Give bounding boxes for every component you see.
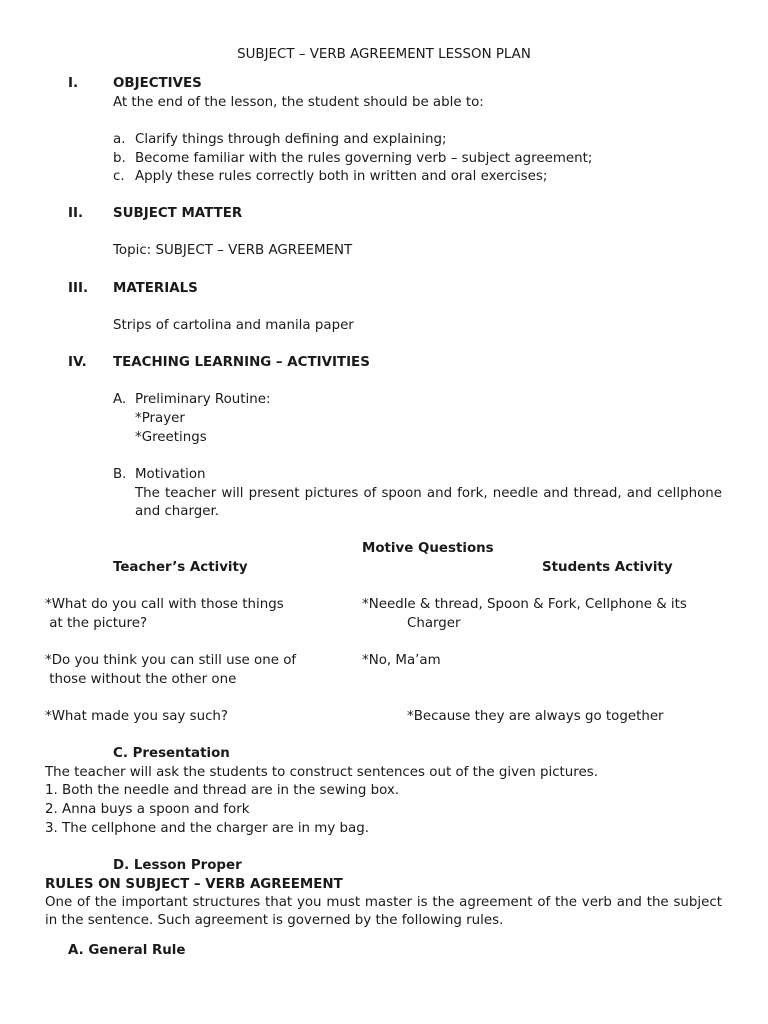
example-sentence: 3. The cellphone and the charger are in my bag. (45, 821, 369, 836)
section-heading-subject-matter: SUBJECT MATTER (113, 206, 243, 221)
teacher-question: *Do you think you can still use one of (45, 653, 297, 668)
student-answer: Charger (407, 616, 461, 631)
materials-text: Strips of cartolina and manila paper (113, 318, 354, 333)
routine-item: *Prayer (135, 411, 185, 426)
lesson-proper-title: D. Lesson Proper (113, 858, 242, 873)
objective-item: Apply these rules correctly both in written and oral exercises; (135, 169, 548, 184)
lesson-paragraph: One of the important structures that you must master is the agreement of the verb and the subject in the sentence. Such agreement is governed by the following rules. (45, 895, 722, 928)
teacher-question: *What do you call with those things (45, 597, 284, 612)
presentation-intro: The teacher will ask the students to construct sentences out of the given pictures. (45, 765, 598, 780)
students-activity-header: Students Activity (542, 560, 673, 575)
section-heading-objectives: OBJECTIVES (113, 76, 202, 91)
teacher-activity-header: Teacher’s Activity (113, 560, 248, 575)
general-rule-heading: A. General Rule (68, 943, 186, 958)
section-heading-activities: TEACHING LEARNING – ACTIVITIES (113, 355, 370, 370)
document-title: SUBJECT – VERB AGREEMENT LESSON PLAN (237, 47, 531, 62)
objective-item: Become familiar with the rules governing verb – subject agreement; (135, 151, 593, 166)
section-numeral: III. (68, 281, 89, 296)
routine-item: *Greetings (135, 430, 207, 445)
list-marker: B. (113, 467, 127, 482)
example-sentence: 1. Both the needle and thread are in the sewing box. (45, 783, 400, 798)
objective-item: Clarify things through defining and explaining; (135, 132, 447, 147)
motivation-text: The teacher will present pictures of spoon and fork, needle and thread, and cellphone and charger. (135, 486, 722, 519)
topic-text: Topic: SUBJECT – VERB AGREEMENT (113, 243, 353, 258)
student-answer: *Because they are always go together (407, 709, 664, 724)
student-answer: *No, Ma’am (362, 653, 441, 668)
teacher-question: at the picture? (45, 616, 148, 631)
example-sentence: 2. Anna buys a spoon and fork (45, 802, 250, 817)
list-marker: a. (113, 132, 126, 147)
preliminary-routine-title: Preliminary Routine: (135, 392, 271, 407)
list-marker: b. (113, 151, 126, 166)
presentation-title: C. Presentation (113, 746, 230, 761)
rules-heading: RULES ON SUBJECT – VERB AGREEMENT (45, 877, 343, 892)
motive-questions-title: Motive Questions (362, 541, 494, 556)
list-marker: c. (113, 169, 125, 184)
teacher-question: those without the other one (45, 672, 237, 687)
student-answer: *Needle & thread, Spoon & Fork, Cellphone & its (362, 597, 687, 612)
section-heading-materials: MATERIALS (113, 281, 198, 296)
section-numeral: IV. (68, 355, 87, 370)
objectives-intro: At the end of the lesson, the student should be able to: (113, 95, 484, 110)
section-numeral: II. (68, 206, 84, 221)
motivation-title: Motivation (135, 467, 206, 482)
teacher-question: *What made you say such? (45, 709, 229, 724)
list-marker: A. (113, 392, 127, 407)
section-numeral: I. (68, 76, 79, 91)
